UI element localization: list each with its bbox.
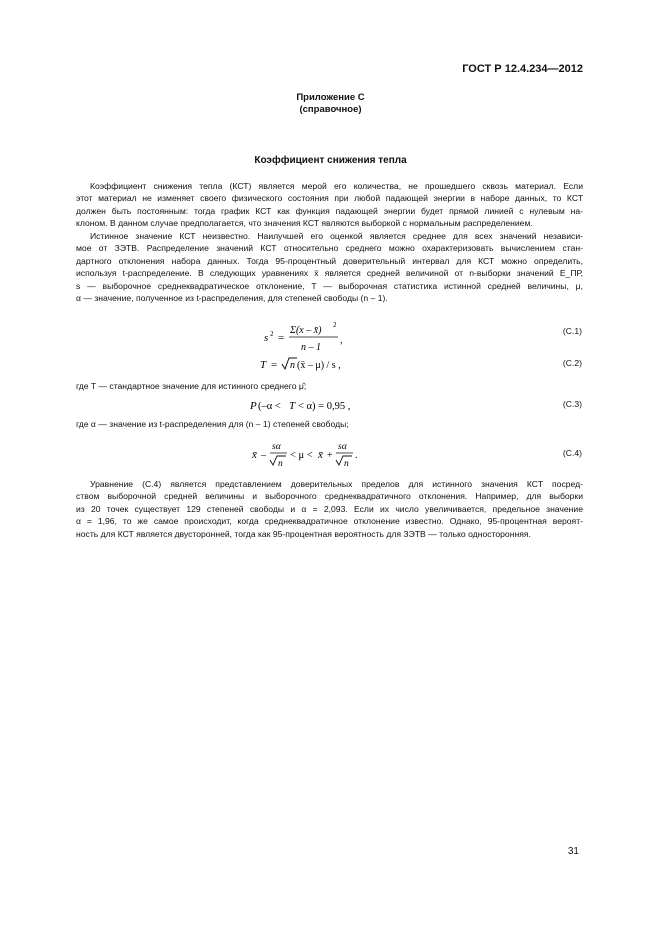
equation-number: (С.1)	[562, 326, 582, 336]
svg-text:=: =	[271, 359, 278, 371]
svg-text:P: P	[250, 400, 257, 412]
doc-code: ГОСТ Р 12.4.234—2012	[462, 63, 583, 75]
svg-text:T: T	[289, 400, 296, 412]
equation-c4-formula	[0, 436, 661, 472]
paragraph-line: Уравнение (С.4) является представлением доверительных пределов для истинного значения КСТ посред-	[90, 479, 583, 489]
svg-text:< α) = 0,95 ,: < α) = 0,95 ,	[298, 401, 351, 412]
paragraph-line: должен быть постоянным: тогда график КСТ как функция падающей энергии будет прямой линией с нулевым на-	[76, 205, 583, 216]
paragraph-line: ством выборочной средней величины и выборочного среднеквадратичного отклонения. Например, для выборки	[76, 491, 583, 502]
equation-number: (С.4)	[562, 448, 582, 458]
svg-text:+: +	[327, 450, 333, 461]
paragraph-2	[76, 230, 583, 304]
paragraph-3	[76, 478, 583, 540]
paragraph-line: клоном. В данном случае предполагается, что значения КСТ являются выборкой с нормальным распределением.	[76, 218, 533, 229]
svg-text:2: 2	[270, 330, 274, 338]
paragraph-line: этот материал не изменяет своего физического состояния при любой падающей энергии в наборе данных, то КСТ	[76, 193, 583, 204]
svg-text:n: n	[344, 459, 349, 469]
equation-c1-formula	[0, 315, 661, 355]
svg-text:n: n	[278, 459, 283, 469]
appendix-subtitle: (справочное)	[299, 104, 362, 115]
svg-text:< μ <: < μ <	[290, 450, 313, 461]
paragraph-line: s — выборочное среднеквадратическое отклонение, T — выборочная статистика истинной средней величины, μ,	[76, 280, 583, 291]
equation-number: (С.3)	[562, 399, 582, 409]
paragraph-line: мое от ЗЭТВ. Распределение значений КСТ относительно среднего можно охарактеризовать вычислением стан-	[76, 243, 583, 254]
svg-text:sα: sα	[272, 442, 281, 452]
svg-text:x̄: x̄	[318, 449, 323, 461]
paragraph-line: дартного отклонения набора данных. Тогда 95-процентный доверительный интервал для КСТ можно определить,	[76, 255, 583, 266]
svg-text:n: n	[290, 360, 295, 371]
paragraph-1	[76, 180, 583, 230]
svg-text:Σ(x – x̄): Σ(x – x̄)	[290, 325, 322, 336]
paragraph-line: Истинное значение КСТ неизвестно. Наилучшей его оценкой является среднее для всех значений независи-	[90, 231, 583, 241]
paragraph-line: ность для КСТ является двусторонней, тогда как 95-процентная вероятность для ЗЭТВ — только односторонняя.	[76, 528, 531, 539]
section-title: Коэффициент снижения тепла	[254, 155, 407, 166]
note-after-eq3: где α — значение из t-распределения для (n – 1) степеней свободы;	[76, 419, 349, 429]
svg-text:,: ,	[340, 335, 343, 346]
svg-text:T: T	[260, 359, 267, 371]
equation-number: (С.2)	[562, 358, 582, 368]
equation-c3-formula	[0, 395, 661, 415]
svg-text:.: .	[355, 450, 358, 461]
paragraph-line: из 20 точек существует 129 степеней свободы и α = 2,093. Если их число увеличивается, предельное значение	[76, 503, 583, 514]
svg-text:sα: sα	[338, 442, 347, 452]
svg-text:=: =	[278, 332, 285, 344]
note-after-eq2: где T — стандартное значение для истинного среднего μ̂;	[76, 381, 307, 391]
svg-text:(–α <: (–α <	[258, 401, 281, 412]
svg-text:n – 1: n – 1	[301, 342, 321, 353]
svg-text:x̄: x̄	[252, 449, 257, 461]
paragraph-line: α = 1,96, то же самое происходит, когда среднеквадратичное отклонение известно. Однако, 95-процентная вероят-	[76, 516, 583, 527]
svg-text:–: –	[261, 450, 266, 461]
equation-c1	[0, 315, 661, 355]
svg-text:(x̄ – μ) / s ,: (x̄ – μ) / s ,	[297, 360, 341, 371]
paragraph-line: α — значение, полученное из t-распределения, для степеней свободы (n – 1).	[76, 293, 388, 304]
svg-text:s: s	[264, 332, 269, 344]
equation-c4	[0, 436, 661, 472]
equation-c2-formula	[0, 355, 661, 375]
paragraph-line: Коэффициент снижения тепла (КСТ) является мерой его количества, не прошедшего сквозь материал. Если	[90, 181, 583, 191]
svg-text:2: 2	[333, 321, 337, 329]
equation-c3	[0, 395, 661, 415]
paragraph-line: используя t-распределение. В следующих уравнениях x̄ является средней величиной от n-выборки значений E_ПР,	[76, 268, 583, 279]
page-number: 31	[567, 846, 579, 857]
appendix-title: Приложение С	[296, 92, 365, 103]
equation-c2	[0, 355, 661, 375]
appendix-heading	[0, 92, 661, 116]
